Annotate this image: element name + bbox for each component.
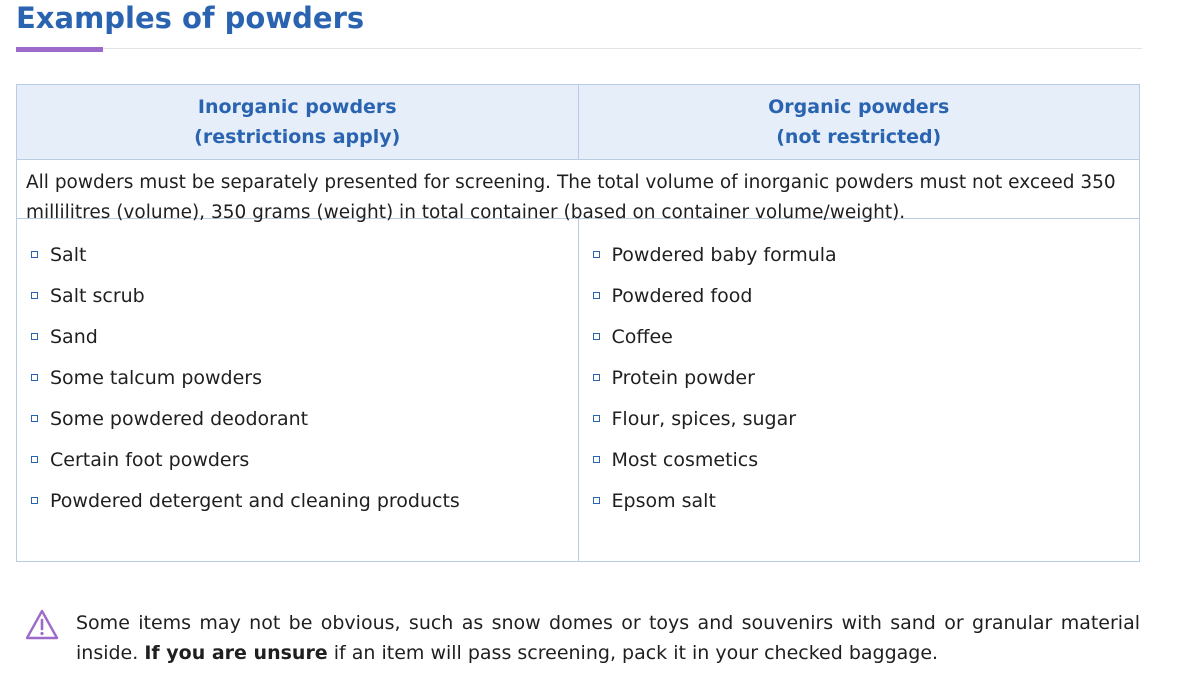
organic-list — [578, 219, 1140, 561]
list-item — [17, 397, 578, 442]
bullet-icon — [593, 456, 600, 463]
list-item — [17, 274, 578, 319]
warning-triangle-icon — [24, 608, 60, 642]
page-title: Examples of powders — [16, 1, 365, 35]
list-item-label: Salt scrub — [50, 285, 145, 307]
list-item — [579, 233, 1140, 278]
powders-table — [16, 84, 1140, 562]
list-item — [17, 233, 578, 278]
bullet-icon — [31, 497, 38, 504]
list-item-label: Some powdered deodorant — [50, 408, 309, 430]
table-note — [17, 160, 1139, 223]
warning-text-start: Some items may not be obvious, such as snow domes or toys and souvenirs with sand or granular material inside. — [76, 612, 1140, 664]
bullet-icon — [31, 292, 38, 299]
table-header — [17, 85, 1139, 160]
header-organic-title: Organic powders — [768, 96, 950, 118]
inorganic-list — [17, 219, 578, 561]
list-item-label: Certain foot powders — [50, 449, 250, 471]
list-item-label: Flour, spices, sugar — [611, 408, 797, 430]
bullet-icon — [593, 251, 600, 258]
list-item — [17, 438, 578, 483]
heading-accent-bar — [16, 47, 103, 52]
list-item — [579, 479, 1140, 524]
warning-text — [76, 608, 1140, 668]
bullet-icon — [593, 292, 600, 299]
list-item — [579, 397, 1140, 442]
list-item — [17, 356, 578, 401]
list-item — [579, 438, 1140, 483]
bullet-icon — [31, 415, 38, 422]
table-note-line-2: millilitres (volume), 350 grams (weight) in total container (based on container volume/weight). — [26, 202, 906, 223]
list-item-label: Coffee — [611, 326, 673, 348]
warning-notice — [24, 606, 1140, 670]
table-note-line-1: All powders must be separately presented for screening. The total volume of inorganic powders must not exceed 350 — [26, 172, 1116, 193]
bullet-icon — [593, 497, 600, 504]
warning-text-end: if an item will pass screening, pack it in your checked baggage. — [327, 642, 939, 664]
list-item-label: Powdered food — [611, 285, 753, 307]
bullet-icon — [31, 251, 38, 258]
list-item-label: Protein powder — [611, 367, 755, 389]
list-item — [17, 479, 578, 524]
list-item — [579, 356, 1140, 401]
header-inorganic-title: Inorganic powders — [197, 96, 397, 118]
list-item-label: Powdered baby formula — [611, 244, 837, 266]
list-item-label: Salt — [50, 244, 87, 266]
bullet-icon — [593, 374, 600, 381]
bullet-icon — [31, 456, 38, 463]
header-organic — [578, 85, 1140, 159]
list-item — [579, 274, 1140, 319]
heading-divider — [16, 48, 1142, 49]
header-inorganic-subtitle: (restrictions apply) — [194, 126, 401, 148]
bullet-icon — [31, 333, 38, 340]
header-inorganic — [17, 85, 578, 159]
list-item-label: Most cosmetics — [611, 449, 759, 471]
warning-text-emphasis: If you are unsure — [144, 642, 328, 664]
list-item — [17, 315, 578, 360]
bullet-icon — [593, 415, 600, 422]
list-item-label: Some talcum powders — [50, 367, 263, 389]
bullet-icon — [593, 333, 600, 340]
header-organic-subtitle: (not restricted) — [776, 126, 942, 148]
list-item-label: Powdered detergent and cleaning products — [50, 490, 460, 512]
list-item — [579, 315, 1140, 360]
table-lists — [17, 219, 1139, 561]
list-item-label: Sand — [50, 326, 98, 348]
bullet-icon — [31, 374, 38, 381]
list-item-label: Epsom salt — [611, 490, 716, 512]
